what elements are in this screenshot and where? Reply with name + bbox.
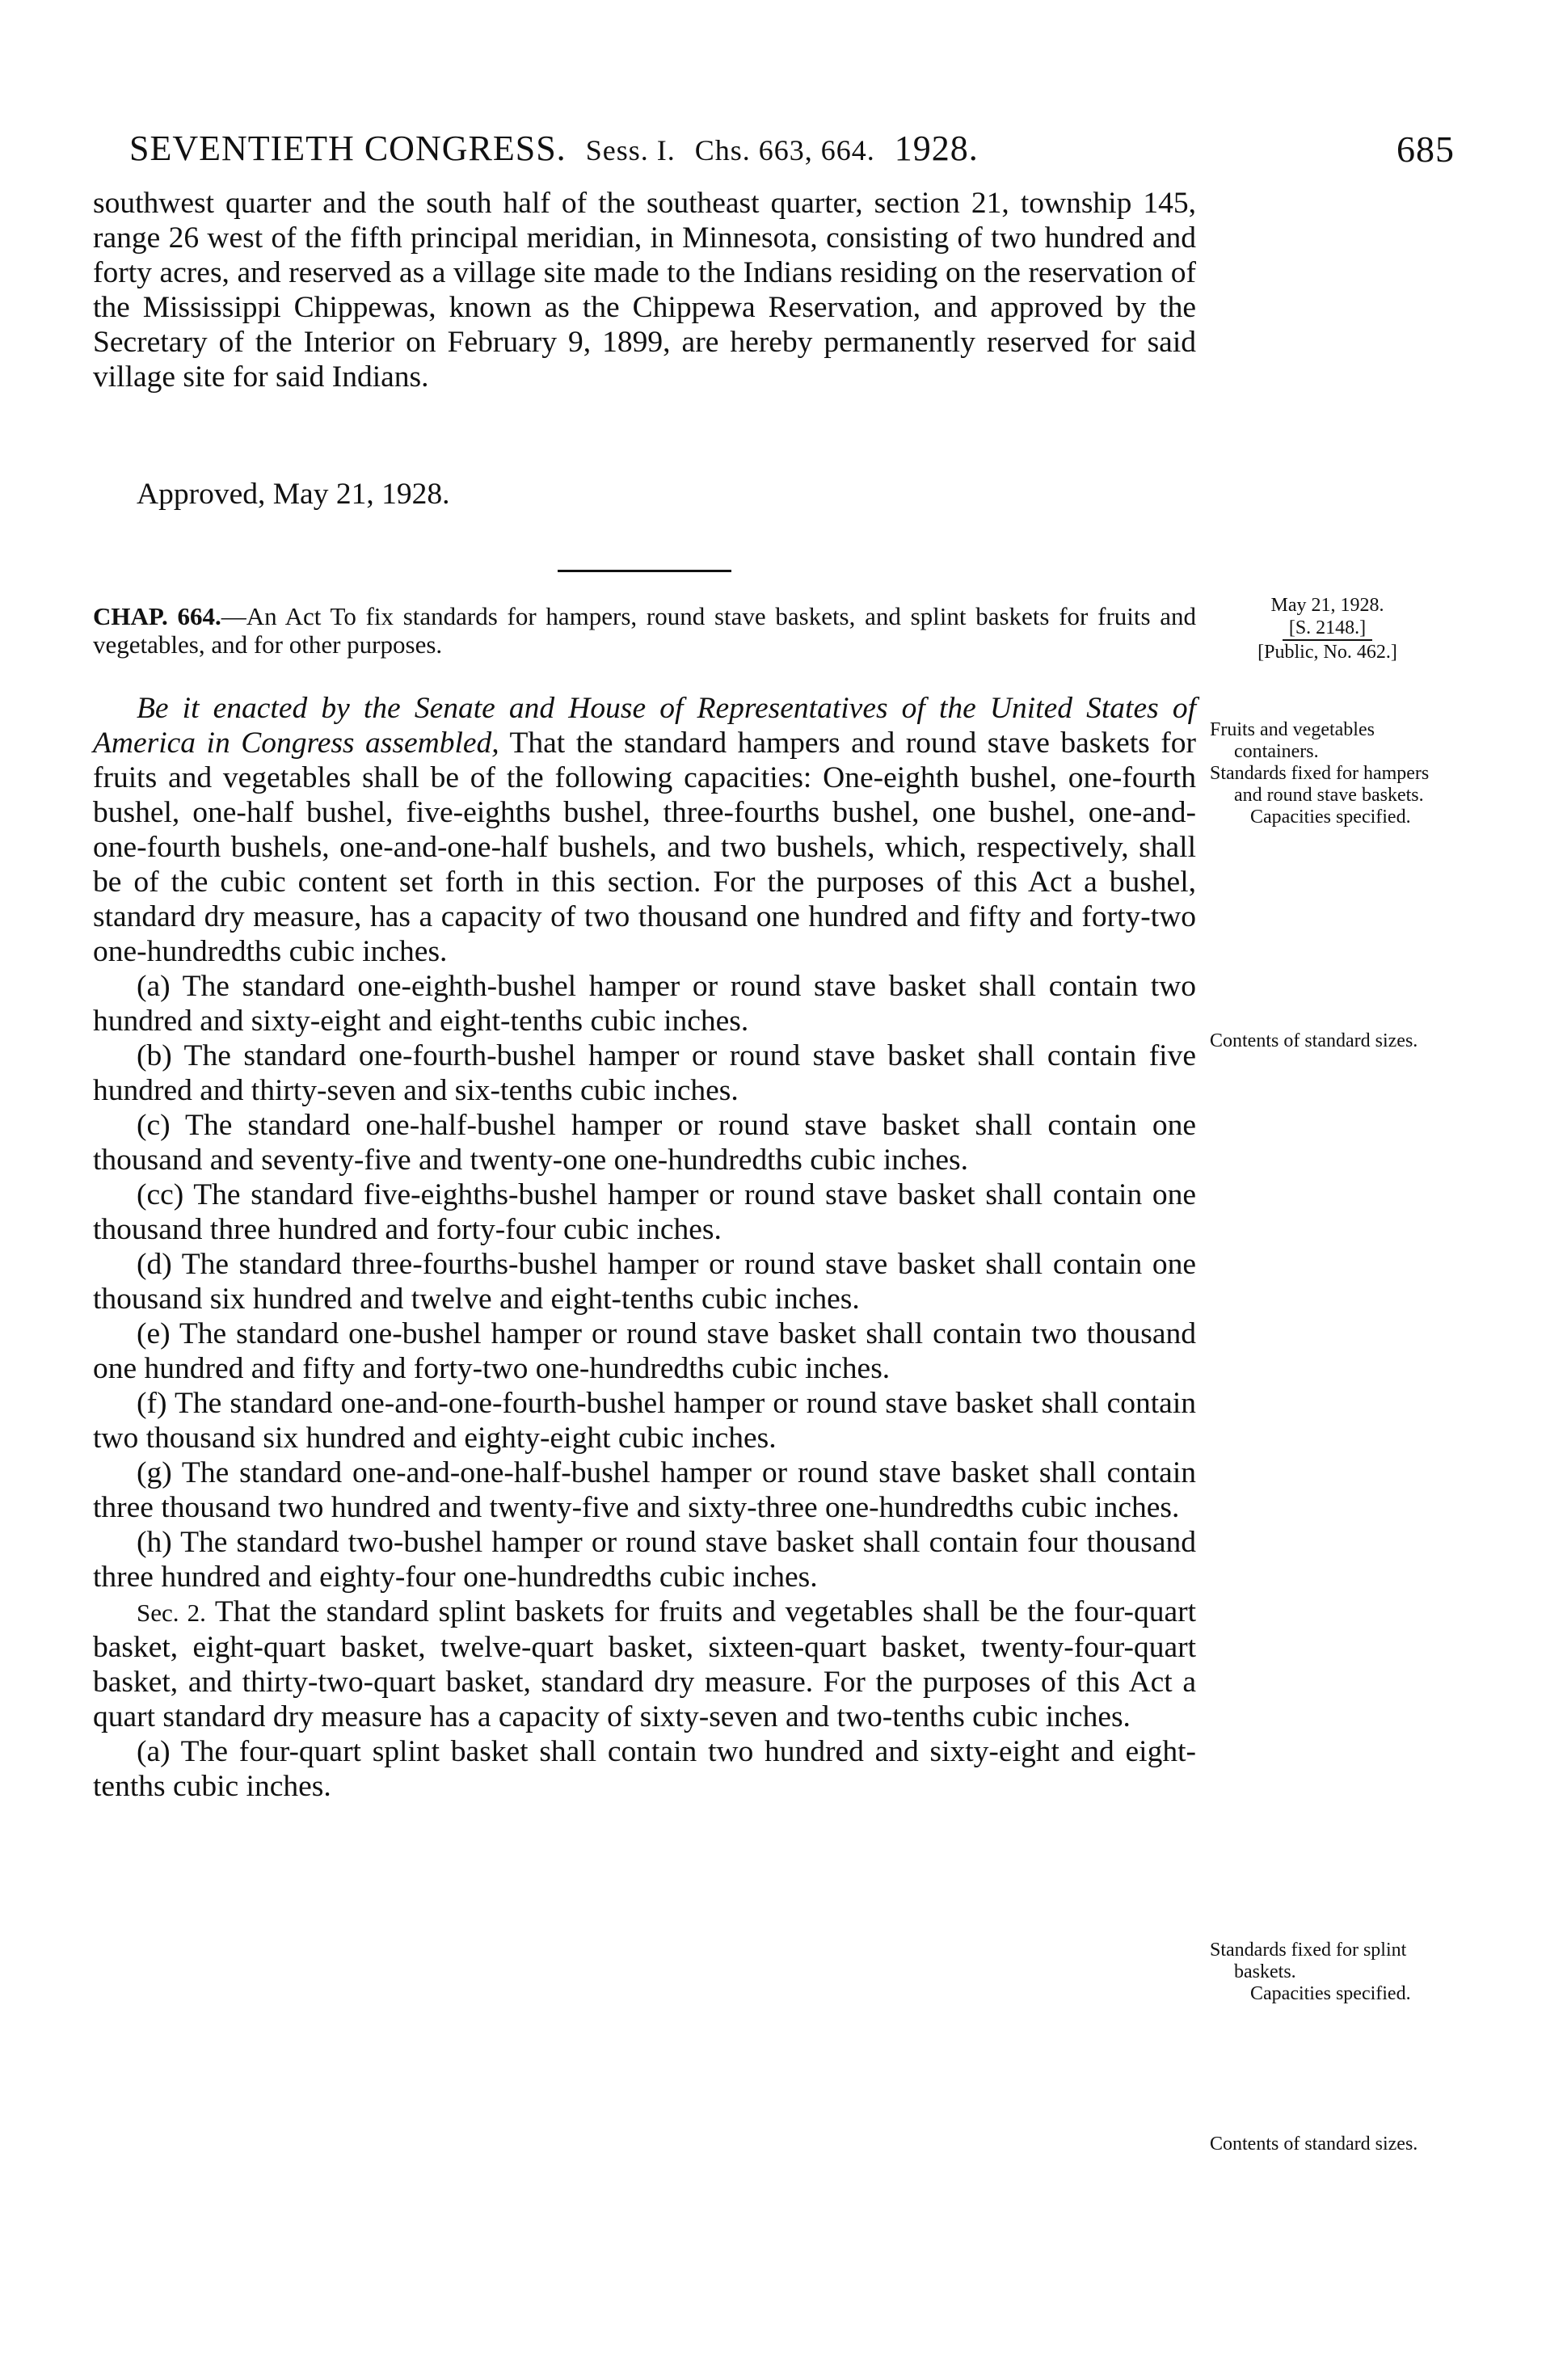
list-item: (c) The standard one-half-bushel hamper or round stave basket shall contain one thousand and seventy-five and twenty-one one-hundredths cubic inches. — [93, 1109, 1196, 1177]
approval-line: Approved, May 21, 1928. — [137, 478, 450, 511]
margin-note-contents — [1210, 1030, 1452, 1052]
year-label: 1928. — [894, 128, 979, 168]
margin-note-text: Capacities specified. — [1250, 1983, 1411, 2004]
margin-note-text: Standards fixed for hampers and round stave baskets. — [1210, 763, 1430, 806]
margin-note-text: Capacities specified. — [1250, 807, 1411, 828]
list-item: (cc) The standard five-eighths-bushel hamper or round stave basket shall contain one thousand three hundred and forty-four cubic inches. — [93, 1178, 1196, 1246]
running-head — [129, 128, 1455, 176]
chapters-label: Chs. 663, 664. — [694, 134, 875, 166]
public-law-number: [Public, No. 462.] — [1257, 642, 1397, 663]
section-1-text: That the standard hampers and round stave baskets for fruits and vegetables shall be of the following capacities: One-eighth bushel, one-fourth bushel, one-half bushel, five-eighths bushel, three-fourths bushel, one bushel, one-and-one-fourth bushels, one-and-one-half bushels, and two bushels, which, respectively, shall be of the cubic content set forth in this section. For the purposes of this Act a bushel, standard dry measure, has a capacity of two thousand one hundred and fifty and forty-two one-hundredths cubic inches. — [93, 727, 1196, 968]
margin-note-text: Standards fixed for splint baskets. — [1210, 1940, 1407, 1982]
section-1 — [93, 691, 1196, 969]
page-number: 685 — [1396, 128, 1455, 170]
intro-paragraph — [93, 186, 1196, 394]
margin-note-text: Fruits and vegetables containers. — [1210, 719, 1375, 762]
senate-bill-number: [S. 2148.] — [1283, 617, 1372, 641]
list-item: (f) The standard one-and-one-fourth-bushel hamper or round stave basket shall contain two thousand six hundred and eighty-eight cubic inches. — [93, 1387, 1196, 1455]
section-2 — [93, 1594, 1196, 1734]
act-body — [93, 691, 1196, 1804]
list-item: (b) The standard one-fourth-bushel hamper or round stave basket shall contain five hundred and thirty-seven and six-tenths cubic inches. — [93, 1039, 1196, 1107]
list-item: (a) The four-quart splint basket shall contain two hundred and sixty-eight and eight-tenths cubic inches. — [93, 1735, 1196, 1803]
list-item: (h) The standard two-bushel hamper or round stave basket shall contain four thousand three hundred and eighty-four one-hundredths cubic inches. — [93, 1526, 1196, 1594]
chapter-heading — [93, 602, 1196, 659]
approval-block — [93, 477, 1196, 512]
list-item: (e) The standard one-bushel hamper or round stave basket shall contain two thousand one hundred and fifty and forty-two one-hundredths cubic inches. — [93, 1317, 1196, 1385]
margin-note-splint — [1210, 1940, 1452, 2005]
list-item: (a) The standard one-eighth-bushel hamper or round stave basket shall contain two hundred and sixty-eight and eight-tenths cubic inches. — [93, 970, 1196, 1038]
section-2-text: That the standard splint baskets for fruits and vegetables shall be the four-quart basket, eight-quart basket, twelve-quart basket, sixteen-quart basket, twenty-four-quart basket, and thirty-two-quart basket, standard dry measure. For the purposes of this Act a quart standard dry measure has a capacity of sixty-seven and two-tenths cubic inches. — [93, 1595, 1196, 1733]
margin-note-text: Contents of standard sizes. — [1210, 1030, 1418, 1051]
list-item: (d) The standard three-fourths-bushel hamper or round stave basket shall contain one thousand six hundred and twelve and eight-tenths cubic inches. — [93, 1248, 1196, 1316]
enacting-clause: Be it enacted by the Senate and House of Representatives of the United States of America in Congress assembled, — [93, 692, 1196, 760]
chapter-title: —An Act To fix standards for hampers, round stave baskets, and splint baskets for fruits and vegetables, and for other purposes. — [93, 602, 1197, 659]
list-item: (g) The standard one-and-one-half-bushel hamper or round stave basket shall contain three thousand two hundred and twenty-five and sixty-three one-hundredths cubic inches. — [93, 1456, 1196, 1524]
margin-note-text: Contents of standard sizes. — [1210, 2134, 1418, 2155]
approval-date: May 21, 1928. — [1270, 595, 1384, 616]
section-2-label: Sec. 2. — [137, 1599, 206, 1627]
session-label: Sess. I. — [585, 134, 676, 166]
intro-text: southwest quarter and the south half of the southeast quarter, section 21, township 145, range 26 west of the fifth principal meridian, in Minnesota, consisting of two hundred and forty acres, and reserved as a village site made to the Indians residing on the reservation of the Mississippi Chippewas, known as the Chippewa Reservation, and approved by the Secretary of the Interior on February 9, 1899, are hereby permanently reserved for said village site for said Indians. — [93, 187, 1196, 394]
congress-title: SEVENTIETH CONGRESS. — [129, 128, 567, 168]
margin-note-containers — [1210, 719, 1452, 828]
section-divider — [558, 570, 731, 572]
act-metadata — [1212, 594, 1443, 663]
margin-note-contents-splint — [1210, 2134, 1452, 2155]
chapter-label: CHAP. 664. — [93, 602, 221, 630]
